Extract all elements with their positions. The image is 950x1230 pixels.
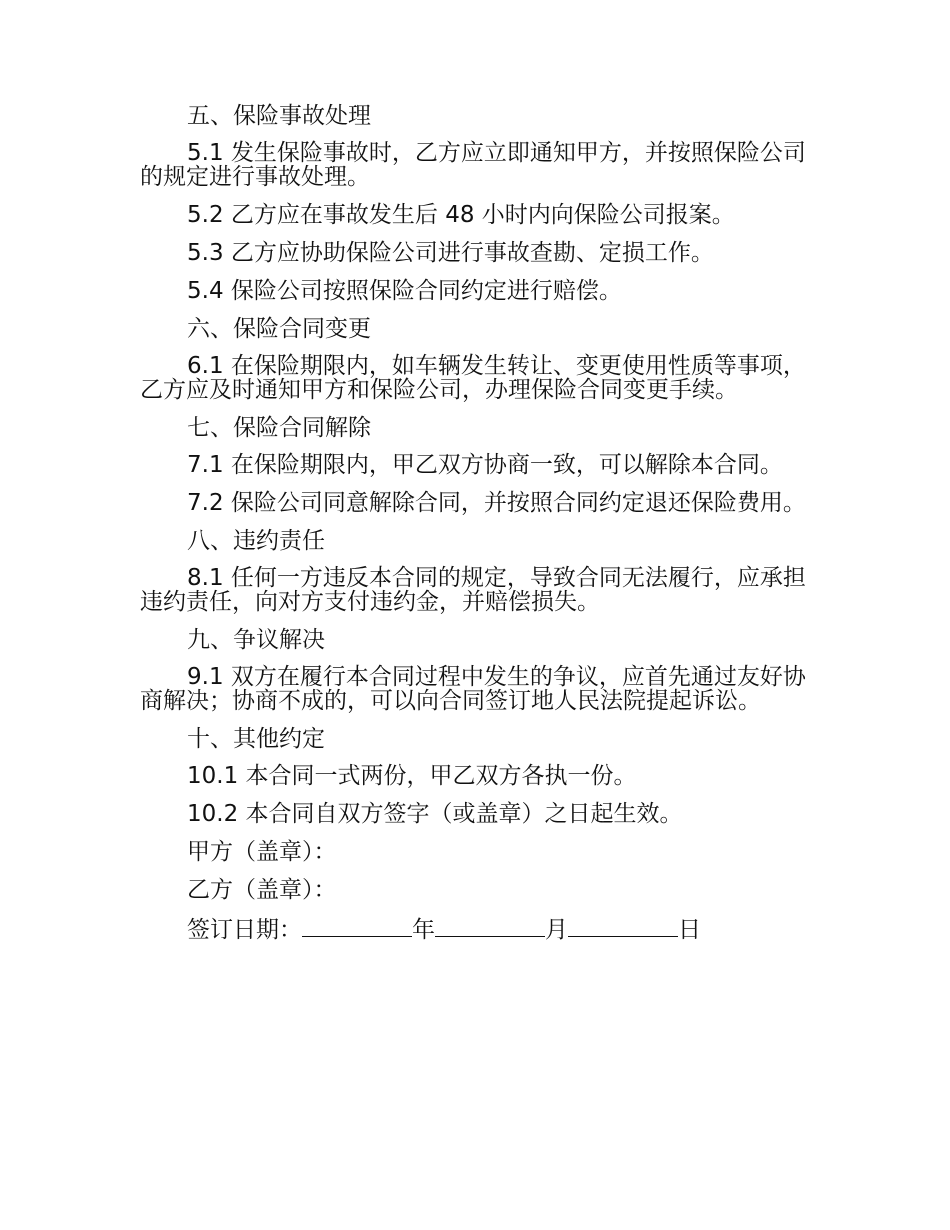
clause-8-1: 8.1 任何一方违反本合同的规定，导致合同无法履行，应承担违约责任，向对方支付违约金，并赔偿损失。 bbox=[140, 565, 806, 615]
clause-10-1: 10.1 本合同一式两份，甲乙双方各执一份。 bbox=[187, 763, 637, 789]
section-heading-9: 九、争议解决 bbox=[187, 627, 325, 653]
section-heading-8: 八、违约责任 bbox=[187, 528, 325, 554]
party-a-seal bbox=[140, 840, 806, 864]
section-heading-7: 七、保险合同解除 bbox=[187, 415, 371, 441]
section-heading-5: 五、保险事故处理 bbox=[187, 103, 371, 129]
clause-7-2: 7.2 保险公司同意解除合同，并按照合同约定退还保险费用。 bbox=[187, 490, 806, 516]
contract-content bbox=[140, 104, 806, 956]
year-label: 年 bbox=[412, 917, 435, 943]
clause-9-1: 9.1 双方在履行本合同过程中发生的争议，应首先通过友好协商解决；协商不成的，可以向合同签订地人民法院提起诉讼。 bbox=[140, 664, 806, 714]
month-blank bbox=[435, 916, 545, 937]
clause-6-1: 6.1 在保险期限内，如车辆发生转让、变更使用性质等事项，乙方应及时通知甲方和保险公司，办理保险合同变更手续。 bbox=[140, 353, 806, 403]
signing-date-row bbox=[140, 916, 806, 942]
clause-5-2: 5.2 乙方应在事故发生后 48 小时内向保险公司报案。 bbox=[187, 202, 735, 228]
year-blank bbox=[302, 916, 412, 937]
party-a-label: 甲方（盖章）： bbox=[187, 839, 337, 865]
month-label: 月 bbox=[545, 917, 568, 943]
clause-10-2: 10.2 本合同自双方签字（或盖章）之日起生效。 bbox=[187, 801, 683, 827]
clause-7-1: 7.1 在保险期限内，甲乙双方协商一致，可以解除本合同。 bbox=[187, 452, 783, 478]
signing-date-label: 签订日期： bbox=[187, 917, 302, 943]
clause-5-3: 5.3 乙方应协助保险公司进行事故查勘、定损工作。 bbox=[187, 240, 714, 266]
day-label: 日 bbox=[678, 917, 701, 943]
clause-5-1: 5.1 发生保险事故时，乙方应立即通知甲方，并按照保险公司的规定进行事故处理。 bbox=[140, 140, 806, 190]
day-blank bbox=[568, 916, 678, 937]
party-b-seal bbox=[140, 878, 806, 902]
section-heading-10: 十、其他约定 bbox=[187, 726, 325, 752]
clause-5-4: 5.4 保险公司按照保险合同约定进行赔偿。 bbox=[187, 278, 622, 304]
section-heading-6: 六、保险合同变更 bbox=[187, 316, 371, 342]
party-b-label: 乙方（盖章）： bbox=[187, 877, 337, 903]
